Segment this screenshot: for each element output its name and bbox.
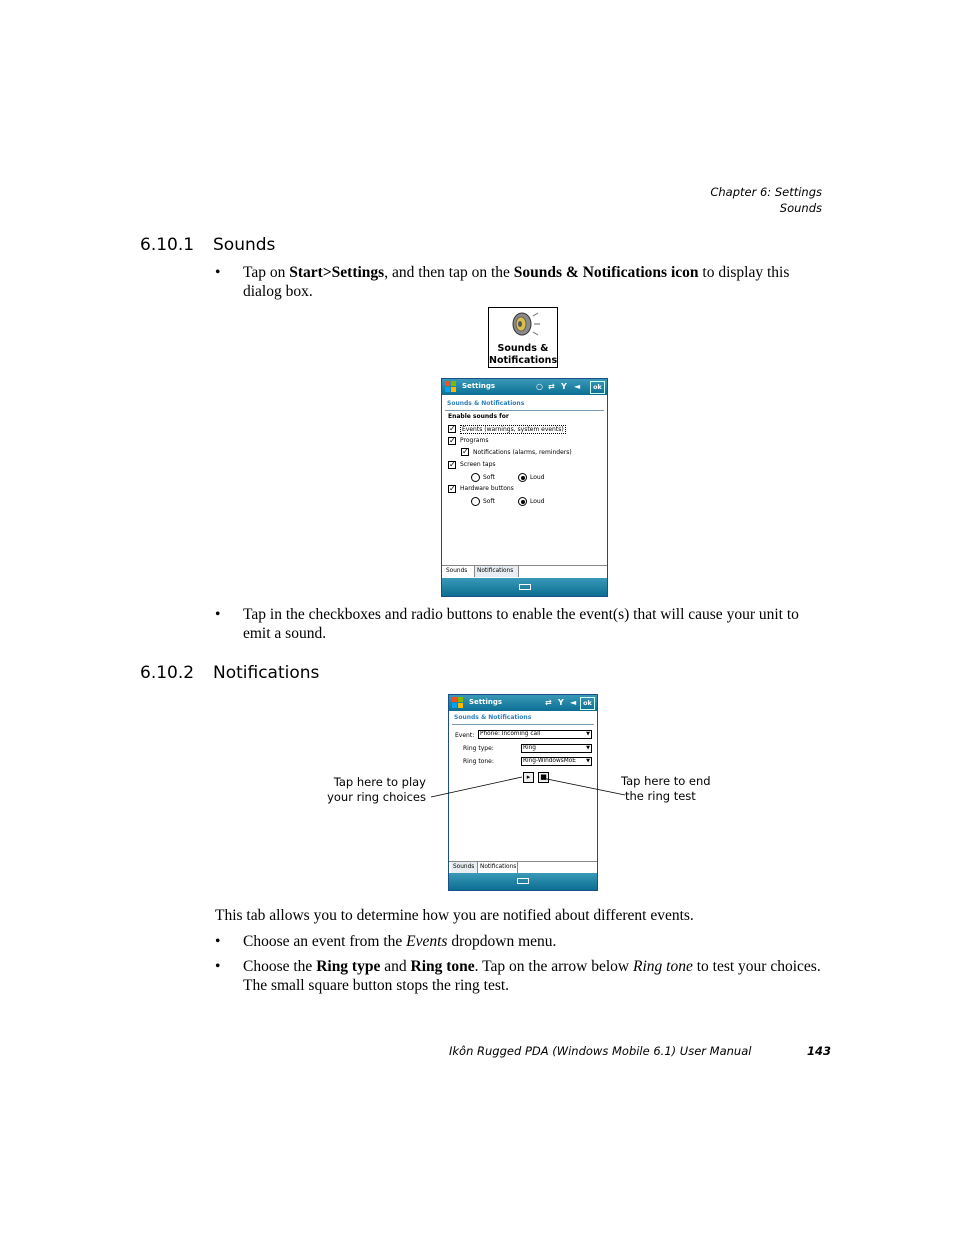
callout-play: Tap here to play your ring choices <box>327 775 426 804</box>
programs-checkbox[interactable]: ✓ <box>449 436 456 445</box>
loud-label: Loud <box>530 498 545 505</box>
enable-label: Enable sounds for <box>448 413 509 420</box>
icon-caption: Sounds & Notifications <box>489 343 558 366</box>
tab-sounds[interactable]: Sounds <box>444 566 475 577</box>
footer-manual: Ikôn Rugged PDA (Windows Mobile 6.1) User Manual <box>449 1044 752 1058</box>
title-text: Settings <box>469 698 503 706</box>
events-checkbox[interactable]: ✓ <box>449 424 456 433</box>
title-text: Settings <box>462 382 496 390</box>
sync-icon: ⇄ <box>548 382 555 391</box>
volume-icon: ◄ <box>570 698 577 707</box>
sync-icon: ⇄ <box>545 698 552 707</box>
intro-paragraph: This tab allows you to determine how you are notified about different events. <box>215 907 694 924</box>
ok-button[interactable]: ok <box>580 697 595 710</box>
bullet-text: Choose the Ring type and Ring tone. Tap on the arrow below Ring tone to test your choices. The small square button stops the ring test. <box>243 958 821 994</box>
soft-label: Soft <box>483 498 495 505</box>
tab-notifications[interactable]: Notifications <box>478 862 518 873</box>
ok-button[interactable]: ok <box>590 381 605 394</box>
chevron-down-icon: ▼ <box>586 731 590 737</box>
ring-type-label: Ring type: <box>463 745 494 752</box>
signal-icon: Y <box>558 698 564 707</box>
screen-subtitle: Sounds & Notifications <box>454 714 532 721</box>
screen-taps-checkbox[interactable]: ✓ <box>449 460 456 469</box>
bullet-text: Choose an event from the Events dropdown menu. <box>243 933 557 950</box>
volume-icon: ◄ <box>574 382 581 391</box>
play-button[interactable]: ▸ <box>523 772 534 783</box>
section-number: 6.10.2 <box>140 663 195 683</box>
page-number: 143 <box>807 1044 832 1058</box>
signal-icon: Y <box>561 382 567 391</box>
hardware-buttons-checkbox[interactable]: ✓ <box>449 484 456 493</box>
header-chapter: Chapter 6: Settings <box>710 185 822 199</box>
bullet-dot: • <box>215 606 221 623</box>
hardware-buttons-label: Hardware buttons <box>460 485 514 492</box>
section-title: Sounds <box>213 235 276 255</box>
loud-label: Loud <box>530 474 545 481</box>
bullet-text: Tap in the checkboxes and radio buttons to enable the event(s) that will cause your unit to emit a sound. <box>243 606 799 642</box>
section-number: 6.10.1 <box>140 235 195 255</box>
notifications-label: Notifications (alarms, reminders) <box>473 449 572 456</box>
bullet-dot: • <box>215 958 221 975</box>
bullet-dot: • <box>215 264 221 281</box>
stop-button[interactable]: ■ <box>538 772 549 783</box>
event-label: Event: <box>455 732 475 739</box>
callout-stop: Tap here to end the ring test <box>621 774 711 803</box>
ring-type-dropdown[interactable]: Ring ▼ <box>523 745 590 751</box>
tab-notifications[interactable]: Notifications <box>475 566 519 577</box>
bullet-dot: • <box>215 933 221 950</box>
soft-label: Soft <box>483 474 495 481</box>
chevron-down-icon: ▼ <box>586 758 590 764</box>
bullet-text: Tap on Start>Settings, and then tap on the Sounds & Notifications icon to display this dialog box. <box>243 264 790 300</box>
screen-taps-label: Screen taps <box>460 461 496 468</box>
screen-subtitle: Sounds & Notifications <box>447 400 525 407</box>
tab-sounds[interactable]: Sounds <box>451 862 478 873</box>
section-title: Notifications <box>213 663 320 683</box>
ring-tone-dropdown[interactable]: Ring-WindowsMoE ▼ <box>523 758 590 764</box>
chat-icon: ○ <box>536 382 543 391</box>
chevron-down-icon: ▼ <box>586 745 590 751</box>
events-label: Events (warnings, system events) <box>462 426 564 433</box>
ring-tone-label: Ring tone: <box>463 758 494 765</box>
callout-line-stop <box>542 778 625 795</box>
event-dropdown[interactable]: Phone: Incoming call ▼ <box>480 731 590 737</box>
programs-label: Programs <box>460 437 489 444</box>
header-section: Sounds <box>779 201 822 215</box>
callout-line-play <box>431 777 522 797</box>
notifications-checkbox[interactable]: ✓ <box>462 447 469 456</box>
